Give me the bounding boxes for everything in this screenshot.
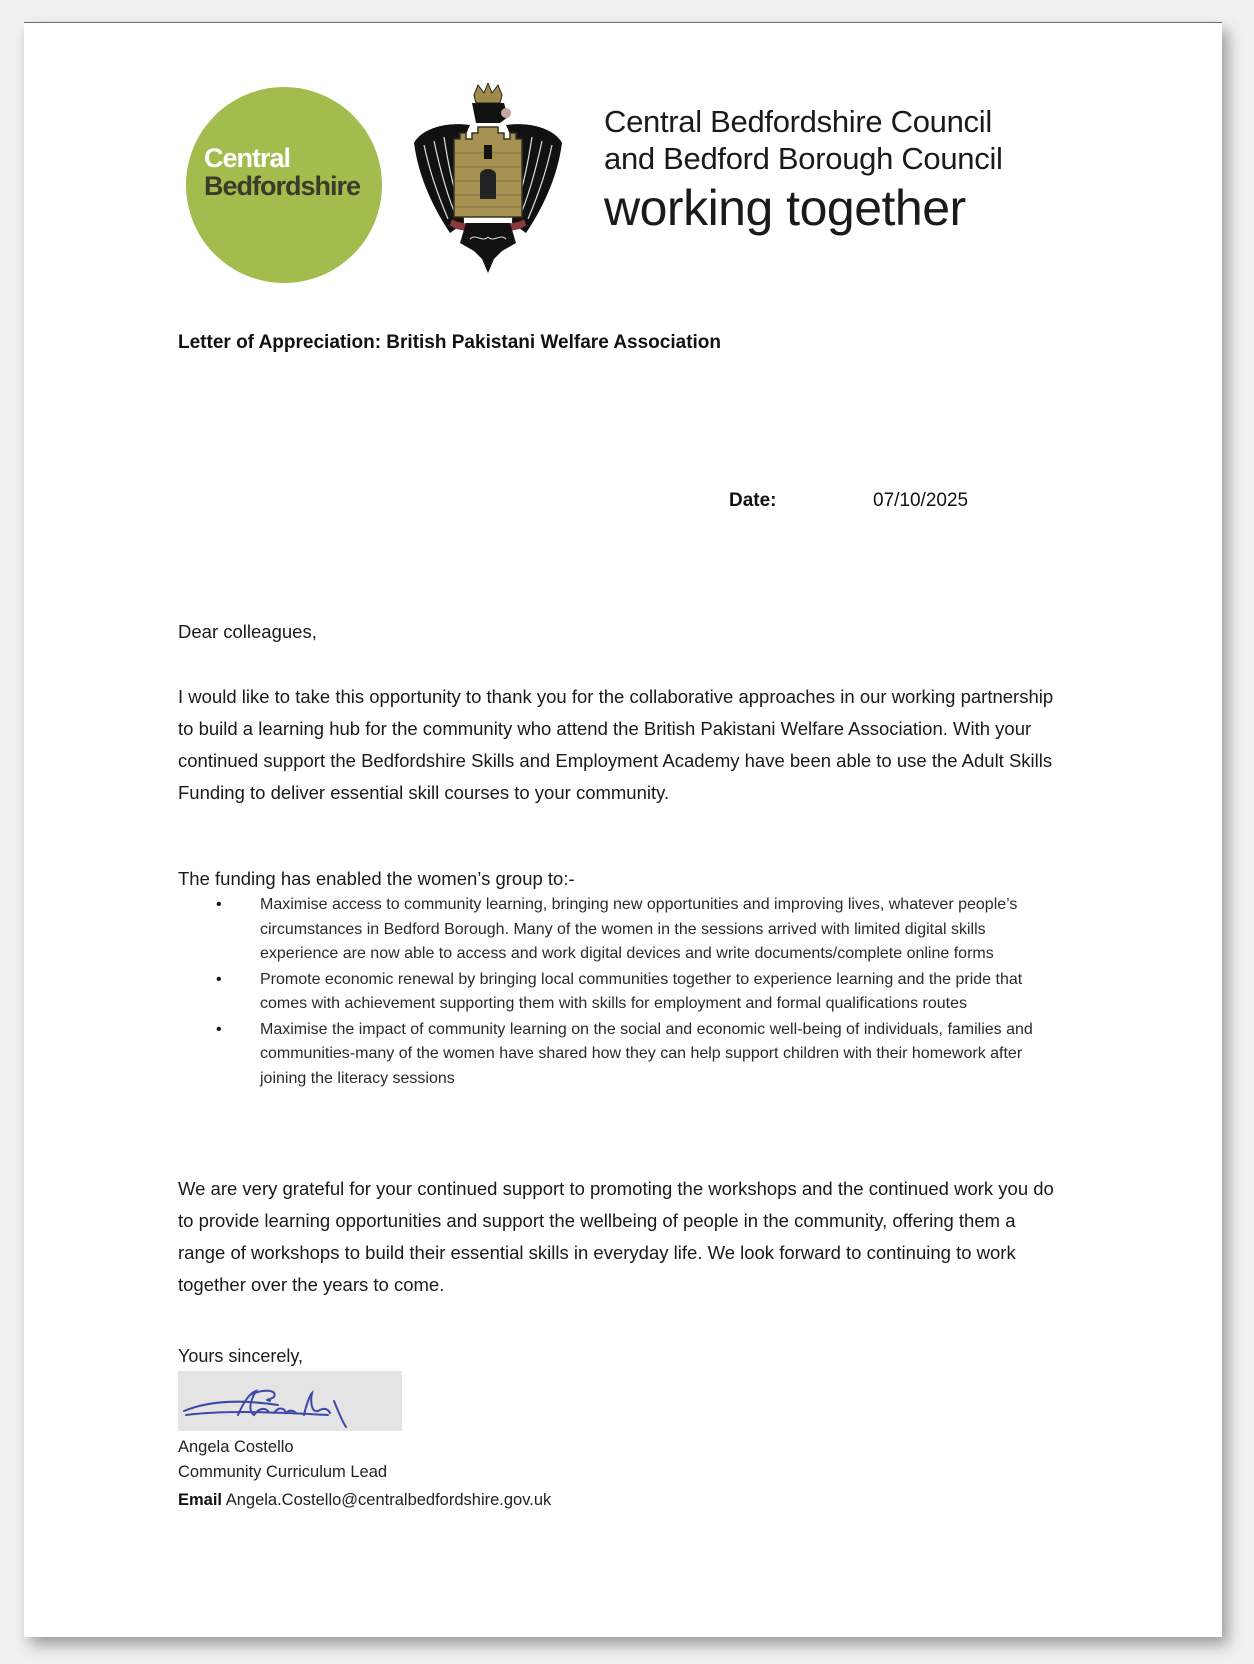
date-label: Date: <box>729 490 777 511</box>
paragraph-gratitude: We are very grateful for your continued support to promoting the workshops and the continued work you do to provide learning opportunities and support the wellbeing of people in the community, offering them a range of workshops to build their essential skills in everyday life. We look forward to continuing to work together over the years to come. <box>178 1178 1054 1295</box>
list-item <box>178 968 1058 1017</box>
letter-page <box>24 22 1222 1637</box>
date-value: 07/10/2025 <box>873 490 969 511</box>
council-header <box>604 103 1003 237</box>
bullet-icon: • <box>216 896 222 913</box>
council-name-line1: Central Bedfordshire Council <box>604 104 992 139</box>
letter-title: Letter of Appreciation: British Pakistani Welfare Association <box>178 332 722 353</box>
bullet-icon: • <box>216 1020 222 1038</box>
signer-name: Angela Costello <box>178 1438 294 1456</box>
list-item <box>178 893 1058 967</box>
list-item <box>178 1018 1058 1092</box>
list-item-text: Maximise the impact of community learning on the social and economic well-being of individuals, families and communities-many of the women have shared how they can help support children with their homework after joining the literacy sessions <box>260 1020 1033 1087</box>
logo-text-line2: Bedfordshire <box>204 171 361 201</box>
email-label: Email <box>178 1491 223 1509</box>
list-item-text: Maximise access to community learning, bringing new opportunities and improving lives, whatever people’s circumstances in Bedford Borough. Many of the women in the sessions arrived with limited digital skills experience are now able to access and work digital devices and write documents/complete online forms <box>260 896 1018 962</box>
paragraph-intro: I would like to take this opportunity to thank you for the collaborative approaches in our working partnership to build a learning hub for the community who attend the British Pakistani Welfare Association. With your continued support the Bedfordshire Skills and Employment Academy have been able to use the Adult Skills Funding to deliver essential skill courses to your community. <box>178 686 1054 803</box>
logo-text-line1: Central <box>204 143 291 173</box>
eagle-castle-crest-icon <box>412 83 564 273</box>
funding-intro: The funding has enabled the women’s group to:- <box>178 868 575 889</box>
closing: Yours sincerely, <box>178 1346 304 1366</box>
salutation: Dear colleagues, <box>178 621 317 642</box>
achievements-list <box>178 893 1058 1092</box>
tagline: working together <box>604 180 966 236</box>
council-name-line2: and Bedford Borough Council <box>604 141 1003 176</box>
central-bedfordshire-logo <box>186 87 382 283</box>
bullet-icon: • <box>216 970 222 988</box>
list-item-text: Promote economic renewal by bringing local communities together to experience learning and the pride that comes with achievement supporting them with skills for employment and formal qualifications routes <box>260 970 1023 1012</box>
signer-email <box>178 1488 551 1512</box>
signature-image <box>178 1371 402 1431</box>
signer-role: Community Curriculum Lead <box>178 1463 388 1481</box>
email-address[interactable]: Angela.Costello@centralbedfordshire.gov.uk <box>225 1491 552 1509</box>
